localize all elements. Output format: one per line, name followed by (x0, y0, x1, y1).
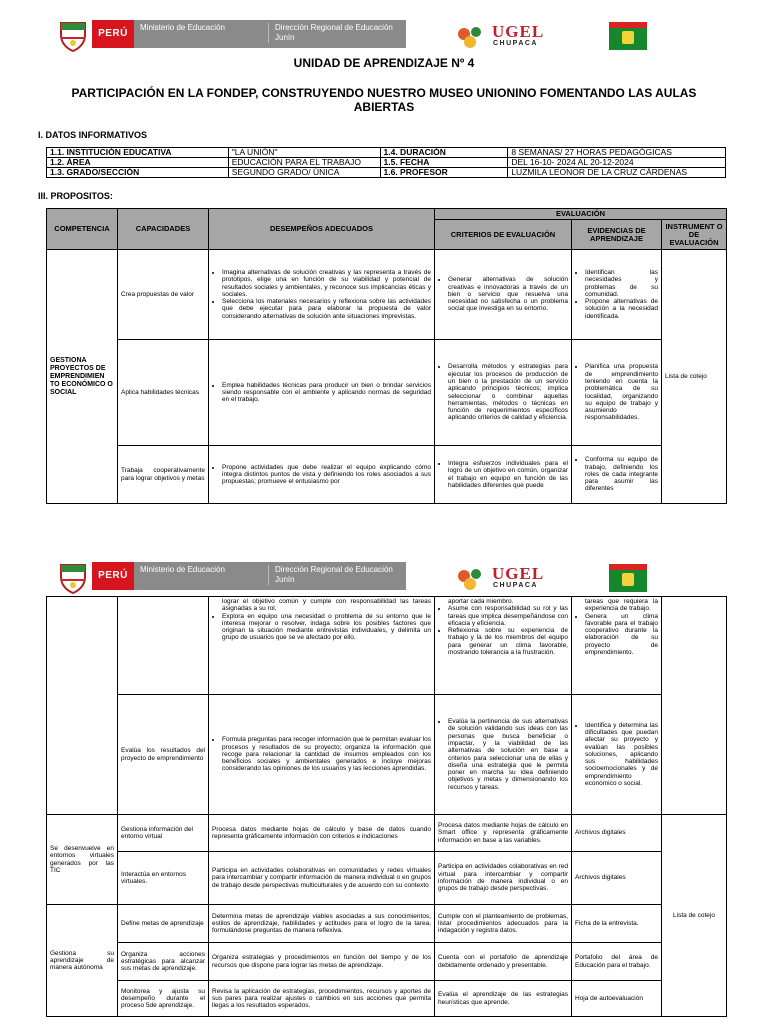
table-header-row (47, 209, 727, 220)
list-item: • Asume con responsabilidad su rol y las tareas que implica desempeñándose con eficacia y eficiencia. (448, 605, 568, 627)
capacidad-cell: Aplica habilidades técnicas (118, 340, 209, 446)
criterios-cell (435, 250, 572, 340)
header-capacidades: CAPACIDADES (118, 209, 209, 250)
ministry-label: Ministerio de Educación (140, 565, 225, 574)
criterios-cell: Cumple con el planteamiento de problemas, listar procedimientos adecuados para la indagación y registra datos. (435, 905, 572, 943)
list-item: • Reflexiona sobre su experiencia de trabajo y la de los miembros del equipo para generar un clima favorable, mostrando tolerancia a la frustración. (448, 627, 568, 656)
regional-label: Dirección Regional de Educación Junín (268, 23, 405, 43)
datos-value: DEL 16-10- 2024 AL 20-12-2024 (508, 158, 726, 168)
table-row (47, 815, 727, 852)
list-item: • Conforma su equipo de trabajo, definiendo los roles de cada integrante para asumir las diferentes (585, 456, 658, 492)
header-desempenos: DESEMPEÑOS ADECUADOS (209, 209, 435, 250)
criterios-cell (435, 446, 572, 504)
table-row (47, 597, 727, 695)
page-header-2 (0, 558, 768, 598)
list-item: • Emplea habilidades técnicas para producir un bien o brindar servicios siendo responsable con el ambiente y aplicando normas de seguridad en el trabajo. (222, 382, 431, 404)
continued-text: lograr el objetivo común y cumple con responsabilidad las tareas asignadas a su rol. (222, 598, 431, 613)
evidencias-cell (572, 250, 662, 340)
unit-subtitle: PARTICIPACIÓN EN LA FONDEP, CONSTRUYENDO NUESTRO MUSEO UNIONINO FOMENTANDO LAS AULAS ABIERTAS (71, 86, 697, 114)
ministry-label: Ministerio de Educación (140, 23, 225, 32)
desempenos-cell (209, 446, 435, 504)
capacidad-cell: Gestiona información del entorno virtual (118, 815, 209, 852)
list-item: • Selecciona los materiales necesarios y reflexiona sobre las actividades que debe ejecutar para para elaborar la propuesta de valor considerando alternativas de solución ante situaciones imprevistas. (222, 298, 431, 320)
list-item: • Explora en equipo una necesidad o problema de su entorno que le interesa mejorar o resolver, indaga sobre los posibles factores que originan la situación mediante entrevistas individuales, y delimita un grupo de usuarios que se ve afectado por ello. (222, 613, 431, 642)
table-row (47, 852, 727, 905)
ugel-logo (456, 564, 566, 594)
continued-text: tareas que requiera la experiencia de trabajo. (585, 598, 658, 613)
competencia-cell: Se desenvuelve en entornos virtuales generados por las TIC (47, 815, 118, 905)
page-header-1 (0, 16, 768, 56)
ugel-emblem-icon (456, 24, 488, 50)
competencia-cell (47, 597, 118, 815)
peru-label: PERÚ (92, 562, 134, 590)
criterios-cell: Evalúa el aprendizaje de las estrategias heurísticas que aprende. (435, 981, 572, 1017)
table-row (47, 905, 727, 943)
datos-label: 1.4. DURACIÓN (380, 148, 508, 158)
evidencias-cell: Portafolio del área de Educación para el trabajo. (572, 943, 662, 981)
evidencias-cell: Hoja de autoevaluación (572, 981, 662, 1017)
list-item: • Propone actividades que debe realizar el equipo explicando cómo integra distintos puntos de vista y definiendo los roles asociados a sus propuestas; promueve el entusiasmo por (222, 464, 431, 486)
regional-label: Dirección Regional de Educación Junín (268, 565, 405, 585)
evidencias-cell (572, 695, 662, 815)
competencia-cell: GESTIONA PROYECTOS DE EMPRENDIMIEN TO ECONÓMICO O SOCIAL (47, 250, 118, 504)
ugel-emblem-icon (456, 566, 488, 592)
criterios-cell (435, 597, 572, 695)
list-item: • Evalúa la pertinencia de sus alternativas de solución validando sus ideas con las personas que busca beneficiar o impactar, y la viabilidad de las alternativas de solución en base a criterios para seleccionar una de ellas y diseña una estrategia que le permita poner en marcha su idea definiendo objetivos y metas y dimensionando los recursos y tareas. (448, 718, 568, 791)
datos-label: 1.6. PROFESOR (380, 168, 508, 178)
ministry-banner (92, 20, 406, 48)
criterios-cell: Cuenta con el portafolio de aprendizaje debidamente ordenado y presentable. (435, 943, 572, 981)
ugel-logo (456, 22, 566, 52)
criterios-cell: Procesa datos mediante hojas de cálculo en Smart office y representa gráficamente información en base a las variables. (435, 815, 572, 852)
list-item: • Integra esfuerzos individuales para el logro de un objetivo en común, organizar el trabajo en equipo en función de las habilidades diferentes que puede (448, 460, 568, 489)
ugel-sub-label: CHUPACA (493, 40, 538, 47)
instrumento-cell: Lista de cotejo (662, 250, 727, 504)
list-item: • Identifica y determina las dificultades que puedan afectar su proyecto y evalúan las posibles soluciones, aplicando sus habilidades socioemocionales y de emprendimiento económico o social. (585, 722, 658, 788)
capacidad-cell: Crea propuestas de valor (118, 250, 209, 340)
datos-label: 1.3. GRADO/SECCIÓN (47, 168, 229, 178)
ugel-sub-label: CHUPACA (493, 582, 538, 589)
evidencias-cell (572, 446, 662, 504)
capacidad-cell: Evalúa los resultados del proyecto de emprendimiento (118, 695, 209, 815)
desempenos-cell: Organiza estrategias y procedimientos en función del tiempo y de los recursos que dispone para lograr las metas de aprendizaje. (209, 943, 435, 981)
peru-shield-icon (56, 19, 90, 53)
peru-label: PERÚ (92, 20, 134, 48)
table-row (47, 981, 727, 1017)
header-instrumento: INSTRUMENT O DE EVALUACIÓN (662, 220, 727, 250)
capacidad-cell (118, 597, 209, 695)
datos-value: LUZMILA LEONOR DE LA CRUZ CÁRDENAS (508, 168, 726, 178)
datos-value: "LA UNIÓN" (228, 148, 380, 158)
desempenos-cell (209, 340, 435, 446)
ugel-label: UGEL (492, 22, 545, 41)
datos-table (46, 147, 726, 178)
list-item: • Imagina alternativas de solución creativas y las representa a través de prototipos, elige una en función de su viabilidad y potencial de resultados sociales y ambientales, y reconoce sus implicancias éticas y sociales. (222, 269, 431, 298)
header-criterios: CRITERIOS DE EVALUACIÓN (435, 220, 572, 250)
datos-label: 1.1. INSTITUCIÓN EDUCATIVA (47, 148, 229, 158)
capacidad-cell: Interactúa en entornos virtuales. (118, 852, 209, 905)
propositos-table-page1 (46, 208, 727, 504)
list-item: • Genera un clima favorable para el trabajo cooperativo durante la elaboración de su proyecto de emprendimiento. (585, 613, 658, 657)
evidencias-cell: Ficha de la entrevista. (572, 905, 662, 943)
evidencias-cell (572, 340, 662, 446)
evidencias-cell: Archivos digitales (572, 815, 662, 852)
list-item: • Identifican las necesidades y problemas de su comunidad. (585, 269, 658, 298)
evidencias-cell: Archivos digitales (572, 852, 662, 905)
header-evidencias: EVIDENCIAS DE APRENDIZAJE (572, 220, 662, 250)
desempenos-cell (209, 250, 435, 340)
instrumento-cell (662, 597, 727, 815)
section-propositos: III. PROPOSITOS: (38, 191, 113, 201)
propositos-table-page2 (46, 596, 727, 1017)
competencia-cell: Gestiona su aprendizaje de manera autónoma (47, 905, 118, 1017)
desempenos-cell (209, 695, 435, 815)
table-row (47, 446, 727, 504)
desempenos-cell: Procesa datos mediante hojas de cálculo y base de datos cuando representa gráficamente información con criterios e indicaciones (209, 815, 435, 852)
table-row (47, 168, 726, 178)
evidencias-cell (572, 597, 662, 695)
datos-value: EDUCACIÓN PARA EL TRABAJO (228, 158, 380, 168)
datos-label: 1.2. ÁREA (47, 158, 229, 168)
desempenos-cell (209, 597, 435, 695)
criterios-cell: Participa en actividades colaborativas en red virtual para intercambiar y compartir información de manera individual o en grupos de trabajo desde perspectivas. (435, 852, 572, 905)
list-item: • Desarrolla métodos y estrategias para ejecutar los procesos de producción de un bien o la prestación de un servicio aplicando principios técnicos; implica seleccionar o combinar aquellas herramientas, métodos o técnicas en función de requerimientos específicos aplicando criterios de calidad y eficiencia. (448, 363, 568, 421)
section-datos-informativos: I. DATOS INFORMATIVOS (38, 130, 148, 140)
datos-value: 8 SEMANAS/ 27 HORAS PEDAGÓGICAS (508, 148, 726, 158)
criterios-cell (435, 695, 572, 815)
ministry-banner (92, 562, 406, 590)
list-item: • Formula preguntas para recoger información que le permitan evaluar los procesos y resultados de su proyecto; organiza la información que recoge para relacionar la cantidad de insumos empleados con los beneficios sociales y ambientales generados e incluye mejoras considerando las opiniones de los usuarios y las lecciones aprendidas. (222, 736, 431, 772)
table-row (47, 695, 727, 815)
table-row (47, 943, 727, 981)
datos-value: SEGUNDO GRADO/ ÚNICA (228, 168, 380, 178)
list-item: • Planifica una propuesta de emprendimiento teniendo en cuenta la problemática de su localidad, organizando su equipo de trabajo y asumiendo responsabilidades. (585, 363, 658, 421)
capacidad-cell: Trabaja cooperativamente para lograr objetivos y metas (118, 446, 209, 504)
list-item: • Generar alternativas de solución creativas e innovadoras a través de un bien o servicio que resuelva una necesidad no satisfecha o un problema social que investiga en su entorno. (448, 276, 568, 312)
school-flag-icon (609, 564, 647, 592)
table-row (47, 158, 726, 168)
desempenos-cell: Participa en actividades colaborativas en comunidades y redes virtuales para intercambiar y compartir información de manera individual o en grupos de trabajo desde perspectivas multiculturales y de acuerdo con su contexto (209, 852, 435, 905)
table-row (47, 250, 727, 340)
school-flag-icon (609, 22, 647, 50)
table-row (47, 340, 727, 446)
desempenos-cell: Determina metas de aprendizaje viables asociadas a sus conocimientos, estilos de aprendizaje, habilidades y actitudes para el logro de la tarea, formulándose preguntas de manera reflexiva. (209, 905, 435, 943)
peru-shield-icon (56, 561, 90, 595)
criterios-cell (435, 340, 572, 446)
capacidad-cell: Organiza acciones estratégicas para alcanzar sus metas de aprendizaje. (118, 943, 209, 981)
list-item: • Propone alternativas de solución a la necesidad identificada. (585, 298, 658, 320)
continued-text: aportar cada miembro. (448, 598, 514, 605)
instrumento-cell: Lista de cotejo (662, 815, 727, 1017)
capacidad-cell: Monitorea y ajusta su desempeño durante el proceso 5de aprendizaje. (118, 981, 209, 1017)
desempenos-cell: Revisa la aplicación de estrategias, procedimientos, recursos y aportes de sus pares para realizar ajustes o cambios en sus acciones que permita llegas a los resultados esperados. (209, 981, 435, 1017)
header-competencia: COMPETENCIA (47, 209, 118, 250)
capacidad-cell: Define metas de aprendizaje (118, 905, 209, 943)
unit-title: UNIDAD DE APRENDIZAJE Nº 4 (293, 56, 475, 70)
ugel-label: UGEL (492, 564, 545, 583)
table-row (47, 148, 726, 158)
header-evaluacion: EVALUACIÓN (435, 209, 727, 220)
datos-label: 1.5. FECHA (380, 158, 508, 168)
